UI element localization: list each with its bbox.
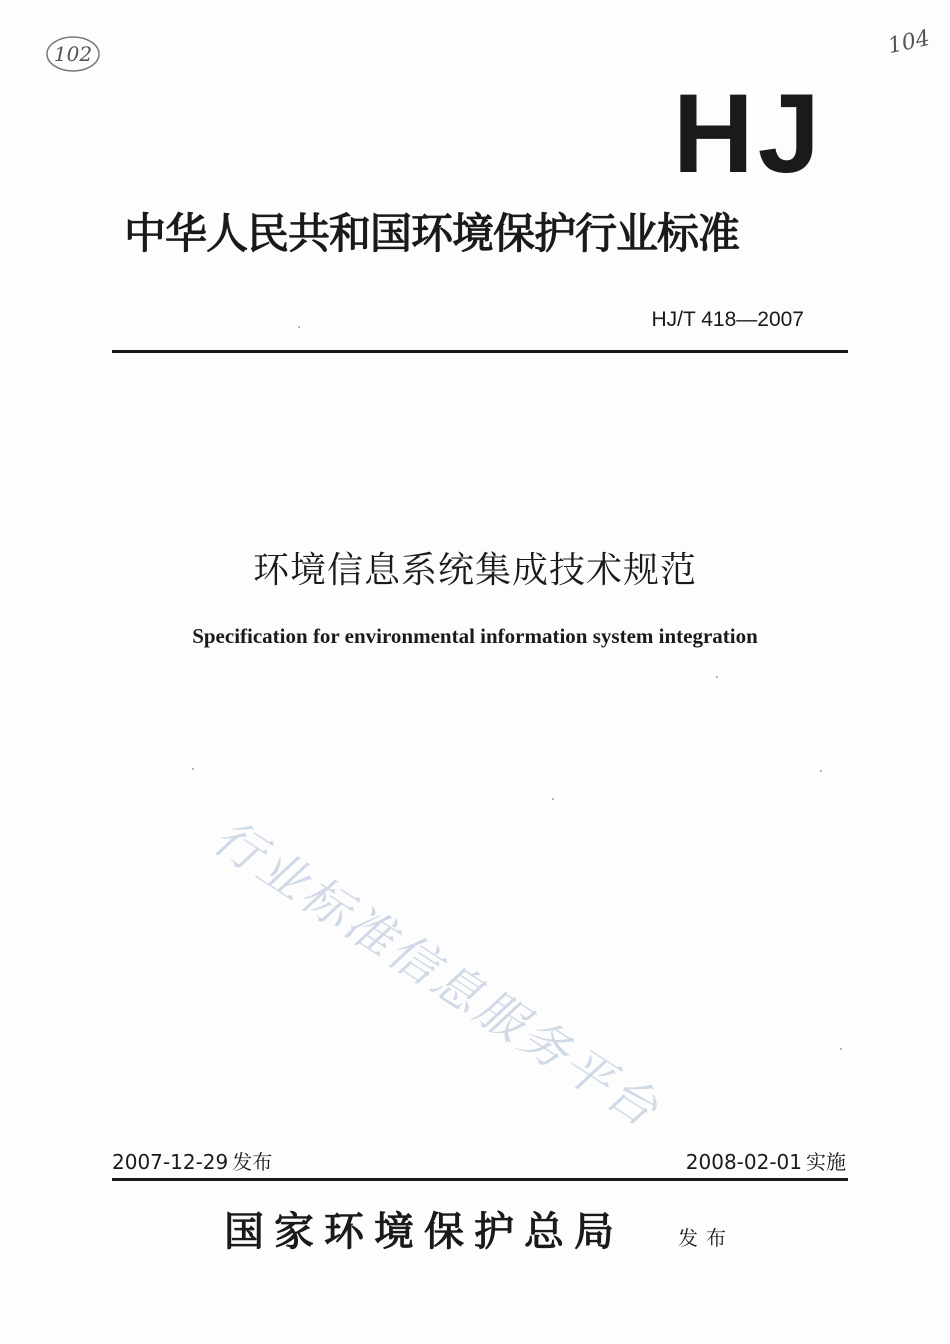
hj-logo: HJ [672, 71, 824, 196]
standard-number: HJ/T 418—2007 [651, 308, 804, 331]
issuer-action-label: 发布 [678, 1226, 734, 1250]
release-label: 发布 [232, 1150, 273, 1174]
document-title-en: Specification for environmental information system integration [192, 624, 758, 648]
release-date-row [112, 1146, 272, 1175]
document-title-cn: 环境信息系统集成技术规范 [252, 550, 697, 591]
header-divider [112, 350, 848, 353]
handwritten-page-note-left [44, 34, 102, 74]
scan-speck [840, 1048, 842, 1050]
effective-date: 2008-02-01 [685, 1150, 802, 1174]
effective-label: 实施 [806, 1150, 846, 1174]
scan-speck [298, 326, 300, 328]
handwritten-page-note-right: 104 [885, 25, 933, 60]
handwritten-note-left-text: 102 [53, 42, 93, 66]
release-date: 2007-12-29 [112, 1150, 229, 1174]
issuing-authority: 国家环境保护总局 [224, 1208, 624, 1255]
scan-speck [552, 798, 554, 800]
scan-speck [716, 676, 718, 678]
footer-divider [112, 1178, 848, 1181]
standard-category-title: 中华人民共和国环境保护行业标准 [124, 209, 740, 258]
watermark: 行业标准信息服务平台 [203, 809, 671, 1140]
effective-date-row [686, 1146, 846, 1175]
scan-speck [820, 770, 822, 772]
scan-speck [192, 768, 194, 770]
